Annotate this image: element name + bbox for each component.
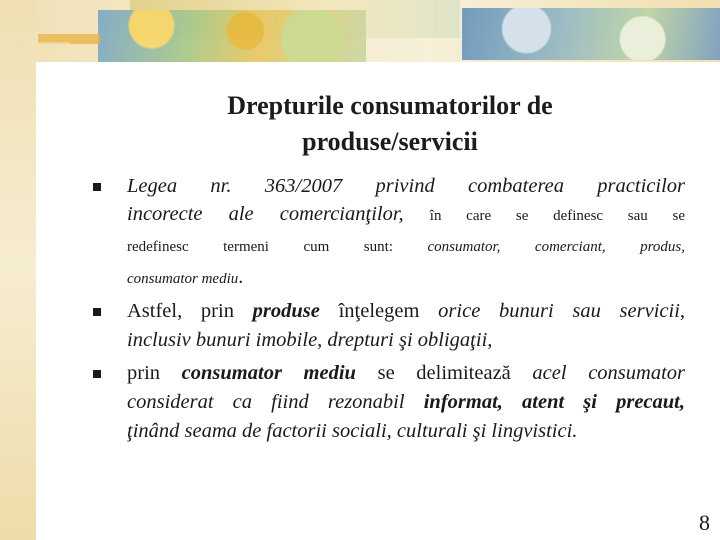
text-bold-italic: informat, atent şi precaut, bbox=[423, 391, 685, 413]
decorative-stripe bbox=[22, 42, 70, 58]
text-line: inclusiv bunuri imobile, drepturi şi obligaţii, bbox=[127, 329, 493, 351]
text-plain: . bbox=[238, 266, 244, 288]
slide-title bbox=[60, 88, 720, 160]
text-line bbox=[127, 200, 685, 230]
text-plain: redefinesc termeni cum sunt: bbox=[127, 239, 393, 255]
text-line: Legea nr. 363/2007 privind combaterea practicilor bbox=[127, 175, 685, 197]
text-italic: orice bunuri sau servicii, bbox=[438, 300, 686, 322]
text-italic: consumator, comerciant, produs, bbox=[427, 239, 685, 255]
text-bold-italic: consumator mediu bbox=[181, 362, 356, 384]
bullet-text-1-cont bbox=[127, 232, 685, 294]
text-plain: prin bbox=[127, 362, 161, 384]
bullet-marker bbox=[93, 308, 101, 316]
text-line: ţinând seama de factorii sociali, culturali şi lingvistici. bbox=[127, 420, 578, 442]
text-plain: în care se definesc sau se bbox=[429, 208, 686, 224]
text-plain: Astfel, prin bbox=[127, 300, 234, 322]
text-plain: se delimitează bbox=[377, 362, 511, 384]
text-line bbox=[127, 388, 685, 417]
text-bold-italic: produse bbox=[252, 300, 320, 322]
text-line bbox=[127, 262, 685, 294]
bullet-text-3 bbox=[127, 359, 685, 446]
background-left bbox=[0, 0, 36, 540]
decorative-leaves-image bbox=[98, 10, 366, 62]
text-italic: acel consumator bbox=[532, 362, 686, 384]
text-plain: înţelegem bbox=[338, 300, 420, 322]
decorative-flowers-image bbox=[462, 8, 720, 60]
text-line bbox=[127, 359, 685, 388]
bullet-text-2 bbox=[127, 297, 685, 355]
bullet-marker bbox=[93, 183, 101, 191]
title-line: Drepturile consumatorilor de bbox=[227, 91, 553, 120]
text-italic: incorecte ale comercianţilor, bbox=[127, 203, 404, 225]
text-italic: considerat ca fiind rezonabil bbox=[127, 391, 405, 413]
page-number: 8 bbox=[699, 510, 710, 535]
bullet-marker bbox=[93, 370, 101, 378]
title-line: produse/servicii bbox=[302, 127, 478, 156]
text-line bbox=[127, 297, 685, 326]
text-italic: consumator mediu bbox=[127, 271, 239, 287]
text-line bbox=[127, 232, 685, 262]
bullet-text-1 bbox=[127, 172, 685, 230]
